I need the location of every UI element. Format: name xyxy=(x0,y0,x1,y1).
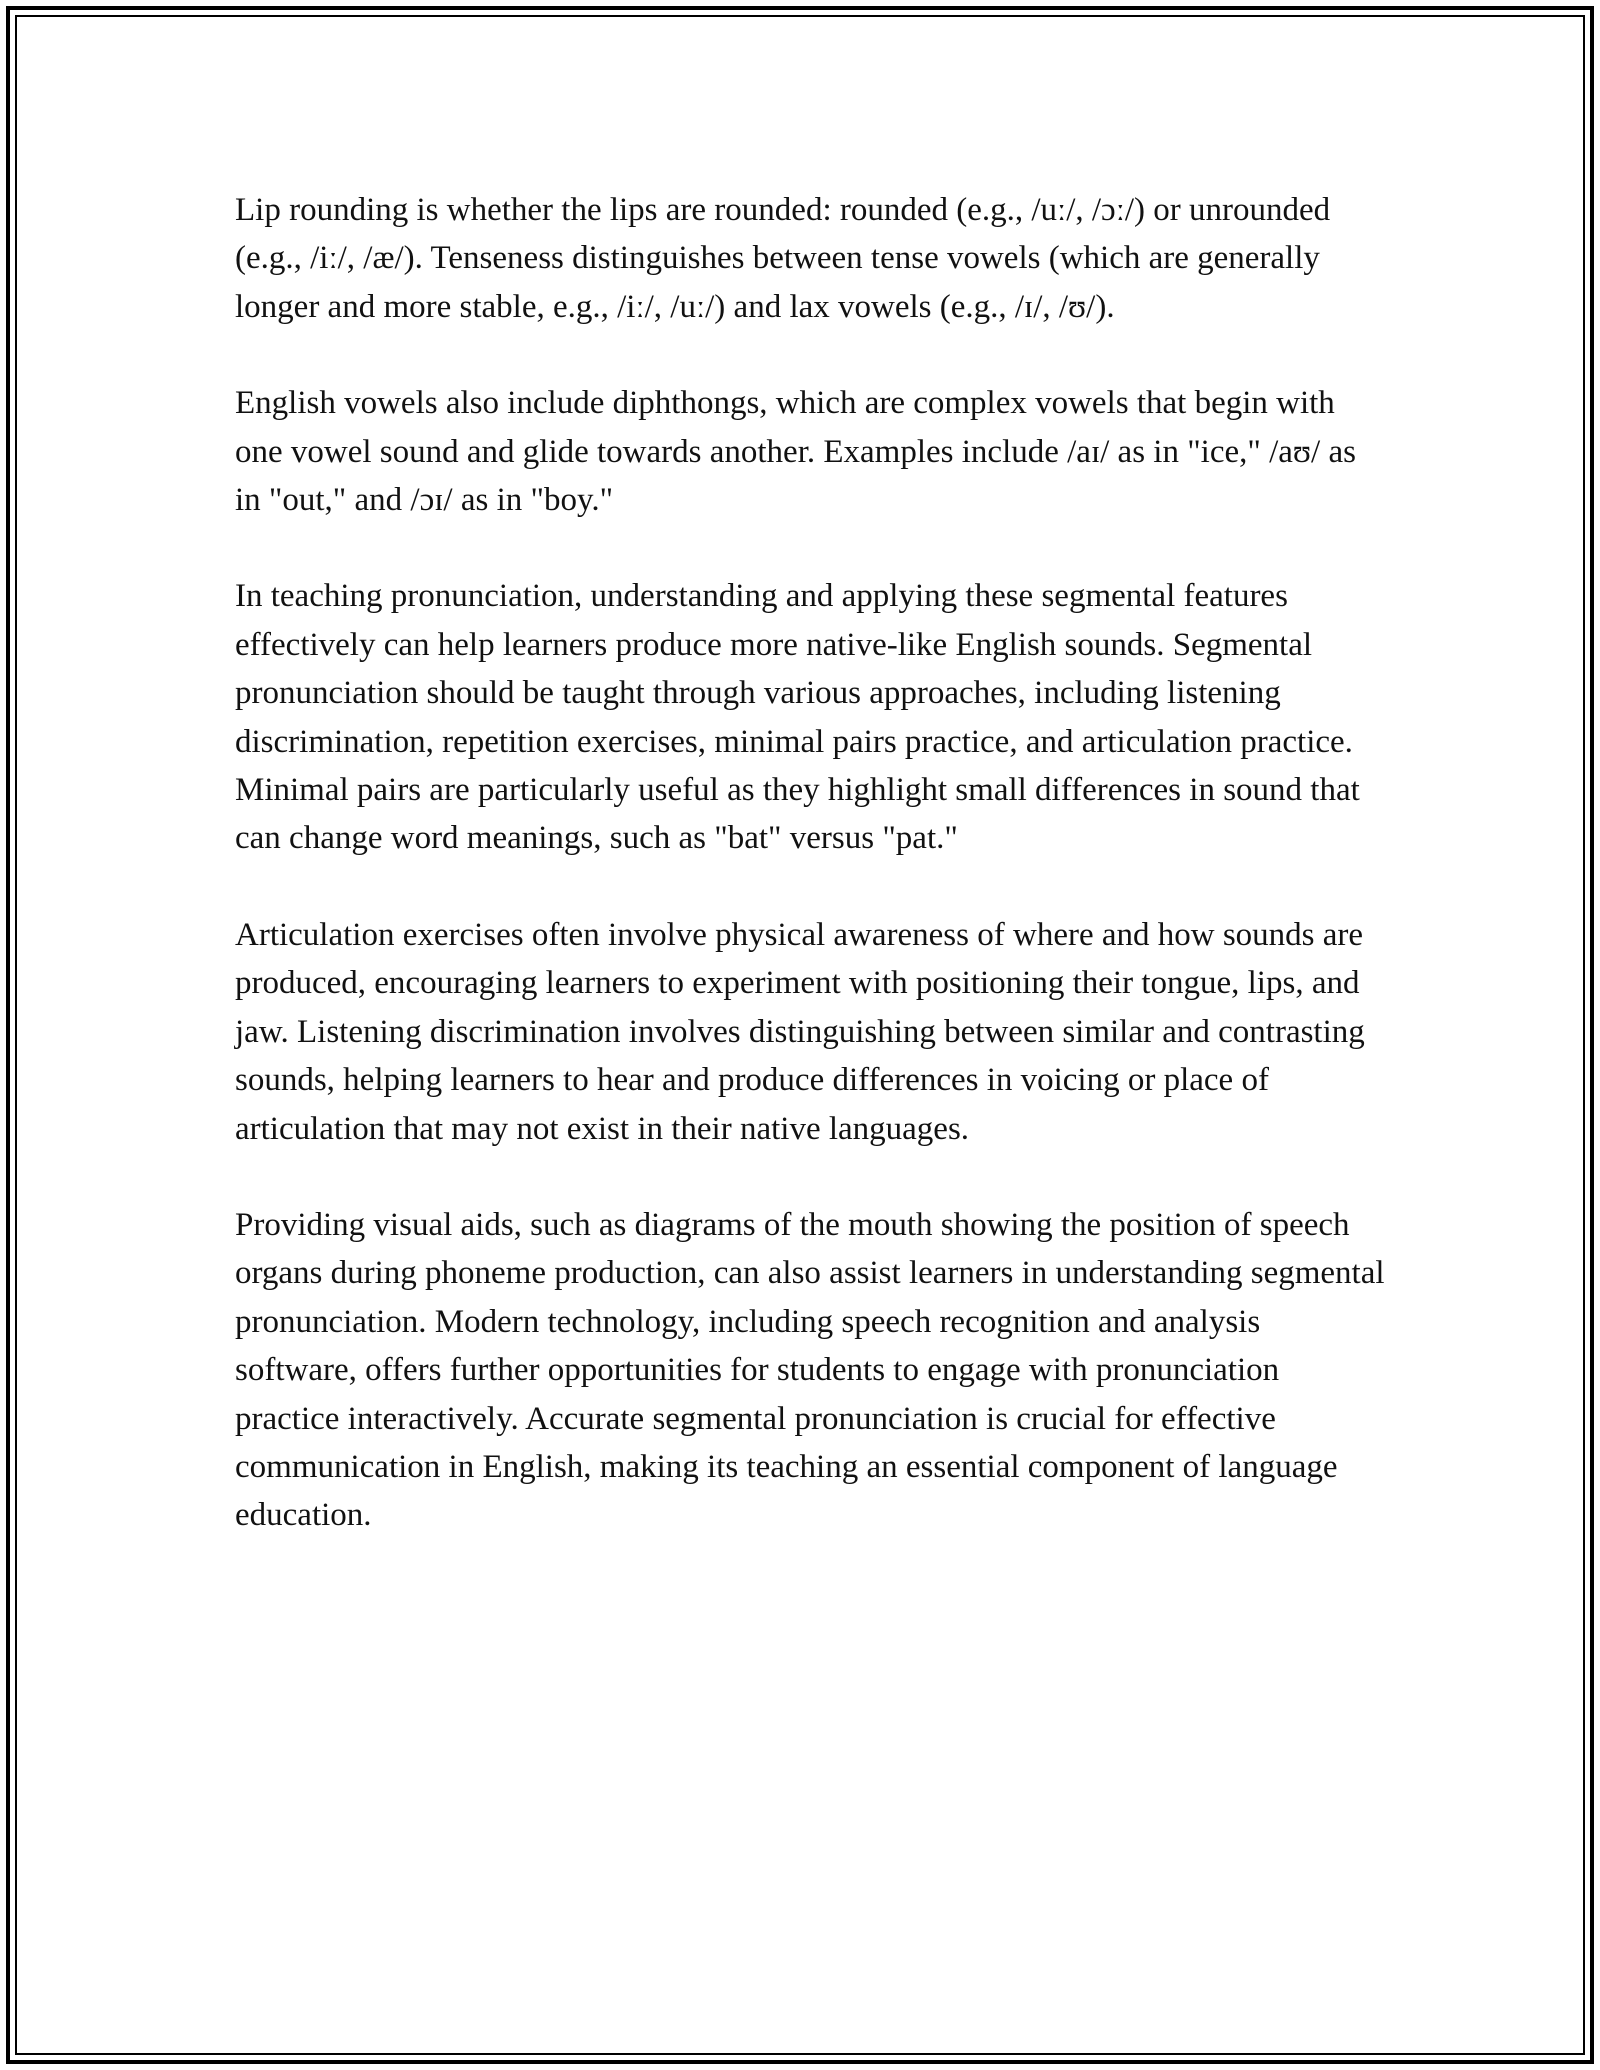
paragraph-articulation-exercises: Articulation exercises often involve physical awareness of where and how sounds are produced, encouraging learners to experiment with positioning their tongue, lips, and jaw. Listening discrimination involves distinguishing between similar and contrasting sounds, helping learners to hear and produce differences in voicing or place of articulation that may not exist in their native languages. xyxy=(235,916,1365,1147)
paragraph-lip-rounding: Lip rounding is whether the lips are rounded: rounded (e.g., /uː/, /ɔː/) or unrounded (e.g., /iː/, /æ/). Tenseness distinguishes between tense vowels (which are generally longer and more stable, e.g., /iː/, /uː/) and lax vowels (e.g., /ɪ/, /ʊ/). xyxy=(235,192,1331,325)
paragraph-visual-aids: Providing visual aids, such as diagrams of the mouth showing the position of speech organs during phoneme production, can also assist learners in understanding segmental pronunciation. Modern technology, including speech recognition and analysis software, offers further opportunities for students to engage with pronunciation practice interactively. Accurate segmental pronunciation is crucial for effective communication in English, making its teaching an essential component of language education. xyxy=(235,1206,1385,1534)
paragraph-teaching-pronunciation: In teaching pronunciation, understanding and applying these segmental features effectively can help learners produce more native-like English sounds. Segmental pronunciation should be taught through various approaches, including listening discrimination, repetition exercises, minimal pairs practice, and articulation practice. Minimal pairs are particularly useful as they highlight small differences in sound that can change word meanings, such as "bat" versus "pat." xyxy=(235,578,1360,857)
paragraph-diphthongs: English vowels also include diphthongs, which are complex vowels that begin with one vowel sound and glide towards another. Examples include /aɪ/ as in "ice," /aʊ/ as in "out," and /ɔɪ/ as in "boy." xyxy=(235,385,1356,519)
document-body xyxy=(235,186,1385,1540)
